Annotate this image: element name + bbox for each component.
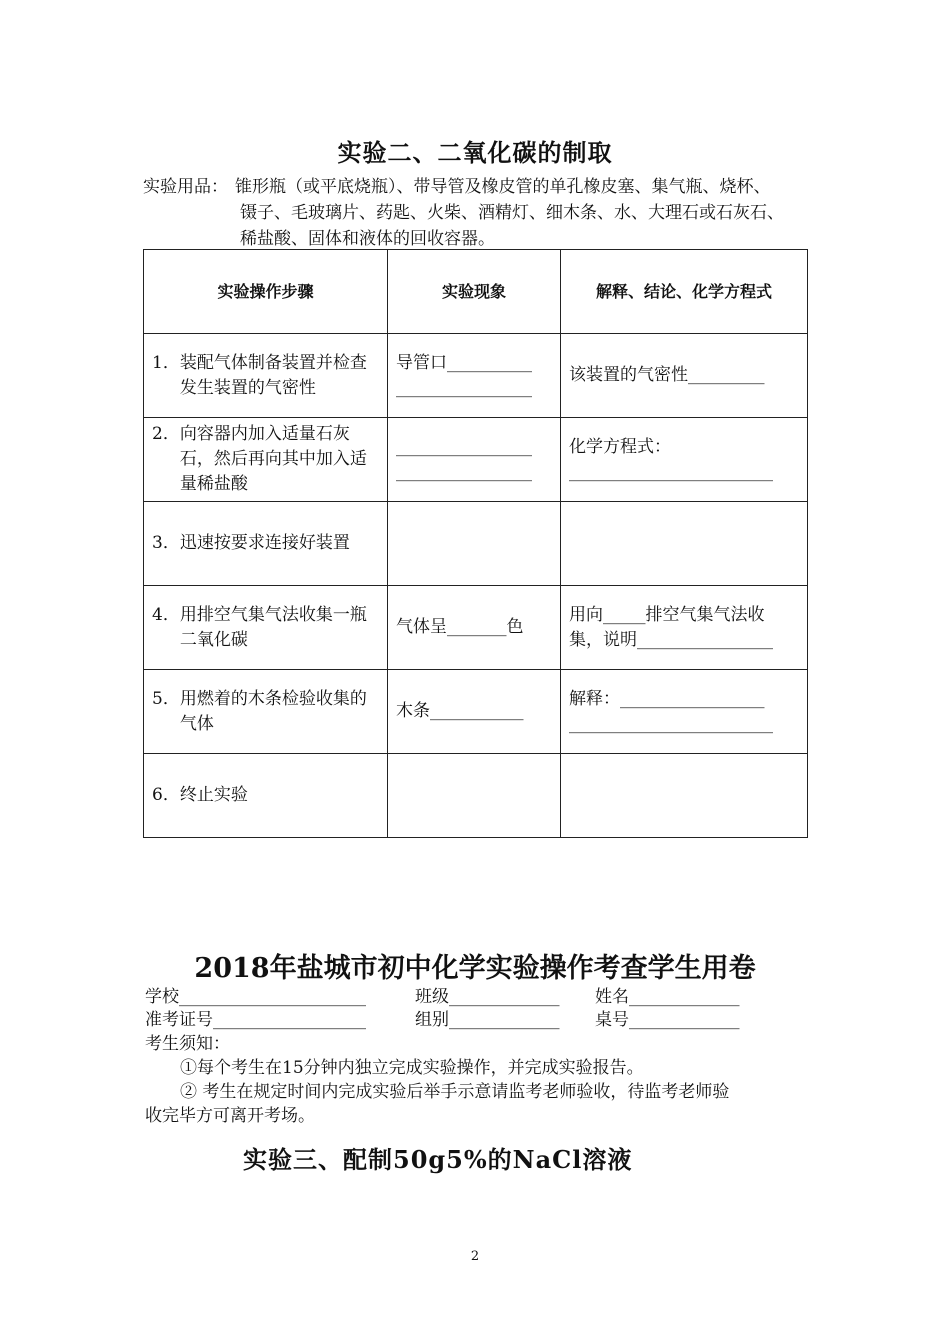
phenomenon-blank[interactable]: 木条___________ [396,701,524,721]
explanation-blank[interactable]: 用向_____排空气集气法收 [569,604,765,625]
school-field: 学校______________________ [145,987,366,1007]
header-steps: 实验操作步骤 [144,250,388,334]
explanation-cell [561,502,808,586]
explanation-cell [561,670,808,754]
step-number: 4． [152,604,180,625]
table-row [144,418,808,502]
exam-title: 2018年盐城市初中化学实验操作考查学生用卷 [194,953,756,984]
phenomenon-cell [388,502,561,586]
step-number: 2． [152,424,180,444]
step-number: 6． [152,785,180,805]
explanation-blank[interactable]: ________________________ [569,461,773,482]
materials-line-2: 镊子、毛玻璃片、药匙、火柴、酒精灯、细木条、水、大理石或石灰石、 [240,203,784,223]
explanation-blank[interactable]: 该装置的气密性_________ [569,365,765,385]
phenomenon-blank[interactable]: 导管口__________ [396,352,532,373]
step-number: 5． [152,688,180,709]
explanation-cell [561,586,808,670]
phenomenon-blank[interactable]: ________________ [396,436,532,457]
phenomenon-blank[interactable]: 气体呈_______色 [396,617,524,637]
step-text: 迅速按要求连接好装置 [179,533,350,553]
experiment-2-title: 实验二、二氧化碳的制取 [337,139,613,167]
step-text: 终止实验 [179,785,248,805]
materials-line-1: 锥形瓶（或平底烧瓶）、带导管及橡皮管的单孔橡皮塞、集气瓶、烧杯、 [235,177,771,197]
step-number: 1． [152,352,180,373]
notice-item-2: ② 考生在规定时间内完成实验后举手示意请监考老师验收，待监考老师验 [180,1082,730,1102]
header-phenomenon: 实验现象 [388,250,561,334]
explanation-blank[interactable]: 集，说明________________ [569,629,773,650]
phenomenon-cell [388,670,561,754]
name-field: 姓名_____________ [595,987,740,1007]
desk-field: 桌号_____________ [595,1010,740,1030]
group-field: 组别_____________ [415,1010,560,1030]
page-number: 2 [470,1249,480,1264]
table-row [144,670,808,754]
step-cell [144,586,388,670]
notice-label: 考生须知： [145,1034,230,1054]
phenomenon-cell [388,418,561,502]
explanation-cell [561,754,808,838]
notice-item-2-cont: 收完毕方可离开考场。 [145,1106,315,1126]
explanation-blank[interactable]: 化学方程式： [569,436,671,457]
table-row [144,502,808,586]
step-number: 3． [152,533,180,553]
step-cell [144,670,388,754]
table-row [144,334,808,418]
explanation-cell [561,334,808,418]
explanation-cell [561,418,808,502]
table-header-row [144,250,808,334]
step-cell [144,334,388,418]
phenomenon-cell [388,586,561,670]
step-cell [144,418,388,502]
step-text: 用排空气集气法收集一瓶二氧化碳 [179,604,367,650]
table-row [144,754,808,838]
phenomenon-blank[interactable]: ________________ [396,377,532,398]
table-row [144,586,808,670]
step-cell [144,502,388,586]
step-text: 向容器内加入适量石灰石，然后再向其中加入适量稀盐酸 [179,424,367,494]
phenomenon-cell [388,754,561,838]
notice-item-1: ①每个考生在15分钟内独立完成实验操作，并完成实验报告。 [180,1058,644,1078]
step-cell [144,754,388,838]
experiment-3-title: 实验三、配制50g5%的NaCl溶液 [243,1145,633,1174]
ticket-field: 准考证号__________________ [145,1010,366,1030]
class-field: 班级_____________ [415,987,560,1007]
phenomenon-cell [388,334,561,418]
header-explanation: 解释、结论、化学方程式 [561,250,808,334]
step-text: 装配气体制备装置并检查发生装置的气密性 [179,352,367,398]
materials-label: 实验用品： [143,177,228,197]
explanation-blank[interactable]: ________________________ [569,713,773,734]
step-text: 用燃着的木条检验收集的气体 [179,688,367,734]
explanation-blank[interactable]: 解释：_________________ [569,688,765,709]
experiment-table [143,249,808,838]
materials-line-3: 稀盐酸、固体和液体的回收容器。 [240,229,495,249]
phenomenon-blank[interactable]: ________________ [396,461,532,482]
